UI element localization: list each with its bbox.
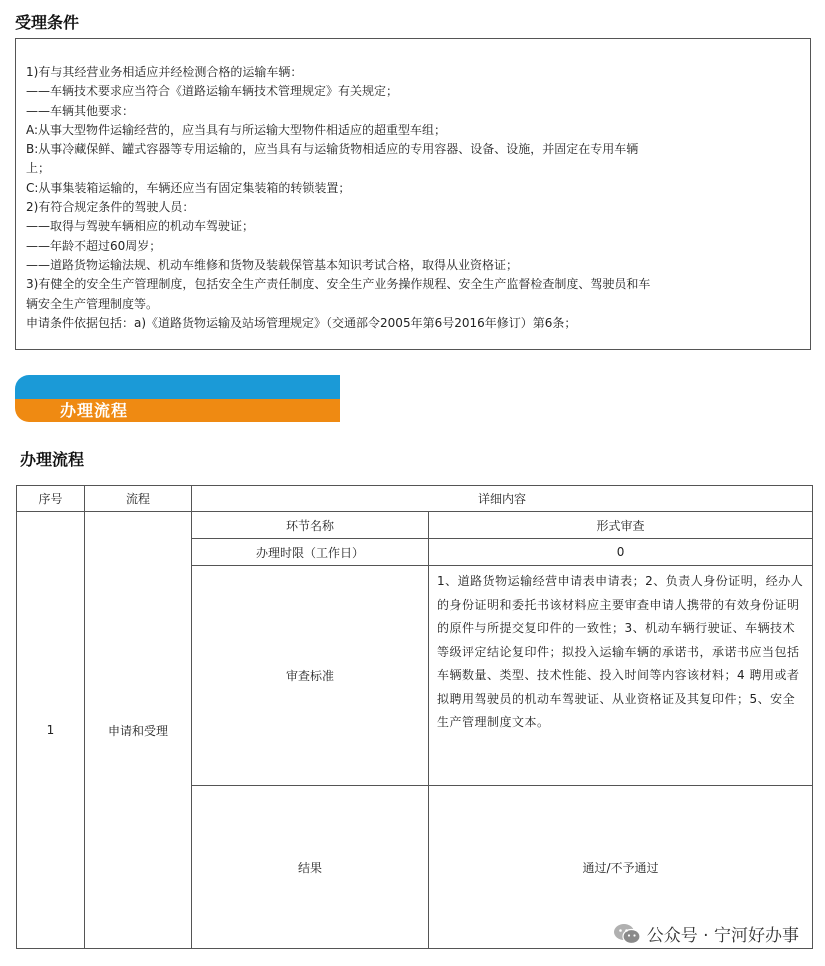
condition-line: ——年龄不超过60周岁； [26, 238, 162, 253]
conditions-lines [26, 63, 800, 333]
standard-value: 1、道路货物运输经营申请表申请表；2、负责人身份证明，经办人的身份证明和委托书该材料应主要审查申请人携带的有效身份证明的原件与所提交复印件的一致性；3、机动车辆行驶证、车辆技术等级评定结论复印件；拟投入运输车辆的承诺书，承诺书应当包括车辆数量、类型、技术性能、投入时间等内容该材料；4 聘用或者拟聘用驾驶员的机动车驾驶证、从业资格证及其复印件；5、安全生产管理制度文本。 [429, 566, 813, 786]
condition-line: A:从事大型物件运输经营的，应当具有与所运输大型物件相适应的超重型车组； [26, 122, 447, 137]
header-flow: 流程 [85, 486, 192, 512]
process-banner [15, 375, 340, 422]
condition-line: ——道路货物运输法规、机动车维修和货物及装载保管基本知识考试合格，取得从业资格证； [26, 257, 519, 272]
header-seq: 序号 [17, 486, 85, 512]
condition-line: ——车辆其他要求： [26, 103, 135, 118]
header-detail: 详细内容 [192, 486, 813, 512]
condition-line: 3)有健全的安全生产管理制度，包括安全生产责任制度、安全生产业务操作规程、安全生产监督检查制度、驾驶员和车 [26, 277, 651, 292]
condition-line: 辆安全生产管理制度等。 [26, 296, 159, 311]
banner-blue-band [15, 375, 340, 399]
time-limit-label: 办理时限（工作日） [192, 539, 429, 566]
watermark [613, 921, 799, 946]
conditions-box [15, 38, 811, 350]
conditions-title: 受理条件 [15, 13, 80, 32]
table-header-row [17, 486, 813, 512]
condition-line: 1)有与其经营业务相适应并经检测合格的运输车辆： [26, 65, 303, 79]
standard-label: 审查标准 [192, 566, 429, 786]
result-label: 结果 [192, 786, 429, 949]
step-name-value: 形式审查 [429, 512, 813, 539]
process-table [16, 485, 813, 949]
time-limit-value: 0 [429, 539, 813, 566]
row-flow: 申请和受理 [85, 512, 192, 949]
watermark-text: 公众号 · 宁河好办事 [646, 926, 799, 946]
result-value: 通过/不予通过 [429, 786, 813, 949]
condition-line: ——取得与驾驶车辆相应的机动车驾驶证； [26, 219, 255, 234]
banner-label: 办理流程 [60, 401, 129, 420]
condition-line: B:从事冷藏保鲜、罐式容器等专用运输的，应当具有与运输货物相适应的专用容器、设备、设施，并固定在专用车辆 [26, 142, 639, 157]
condition-line: C:从事集装箱运输的，车辆还应当有固定集装箱的转锁装置； [26, 180, 351, 195]
table-row [17, 512, 813, 539]
wechat-icon [613, 923, 641, 945]
row-seq: 1 [17, 512, 85, 949]
condition-line: 2)有符合规定条件的驾驶人员： [26, 200, 195, 215]
condition-line: 申请条件依据包括：a)《道路货物运输及站场管理规定》（交通部令2005年第6号2016年修订）第6条； [26, 315, 577, 330]
process-title: 办理流程 [20, 450, 85, 469]
condition-line: ——车辆技术要求应当符合《道路运输车辆技术管理规定》有关规定； [26, 84, 399, 99]
step-name-label: 环节名称 [192, 512, 429, 539]
condition-line: 上； [26, 161, 51, 176]
